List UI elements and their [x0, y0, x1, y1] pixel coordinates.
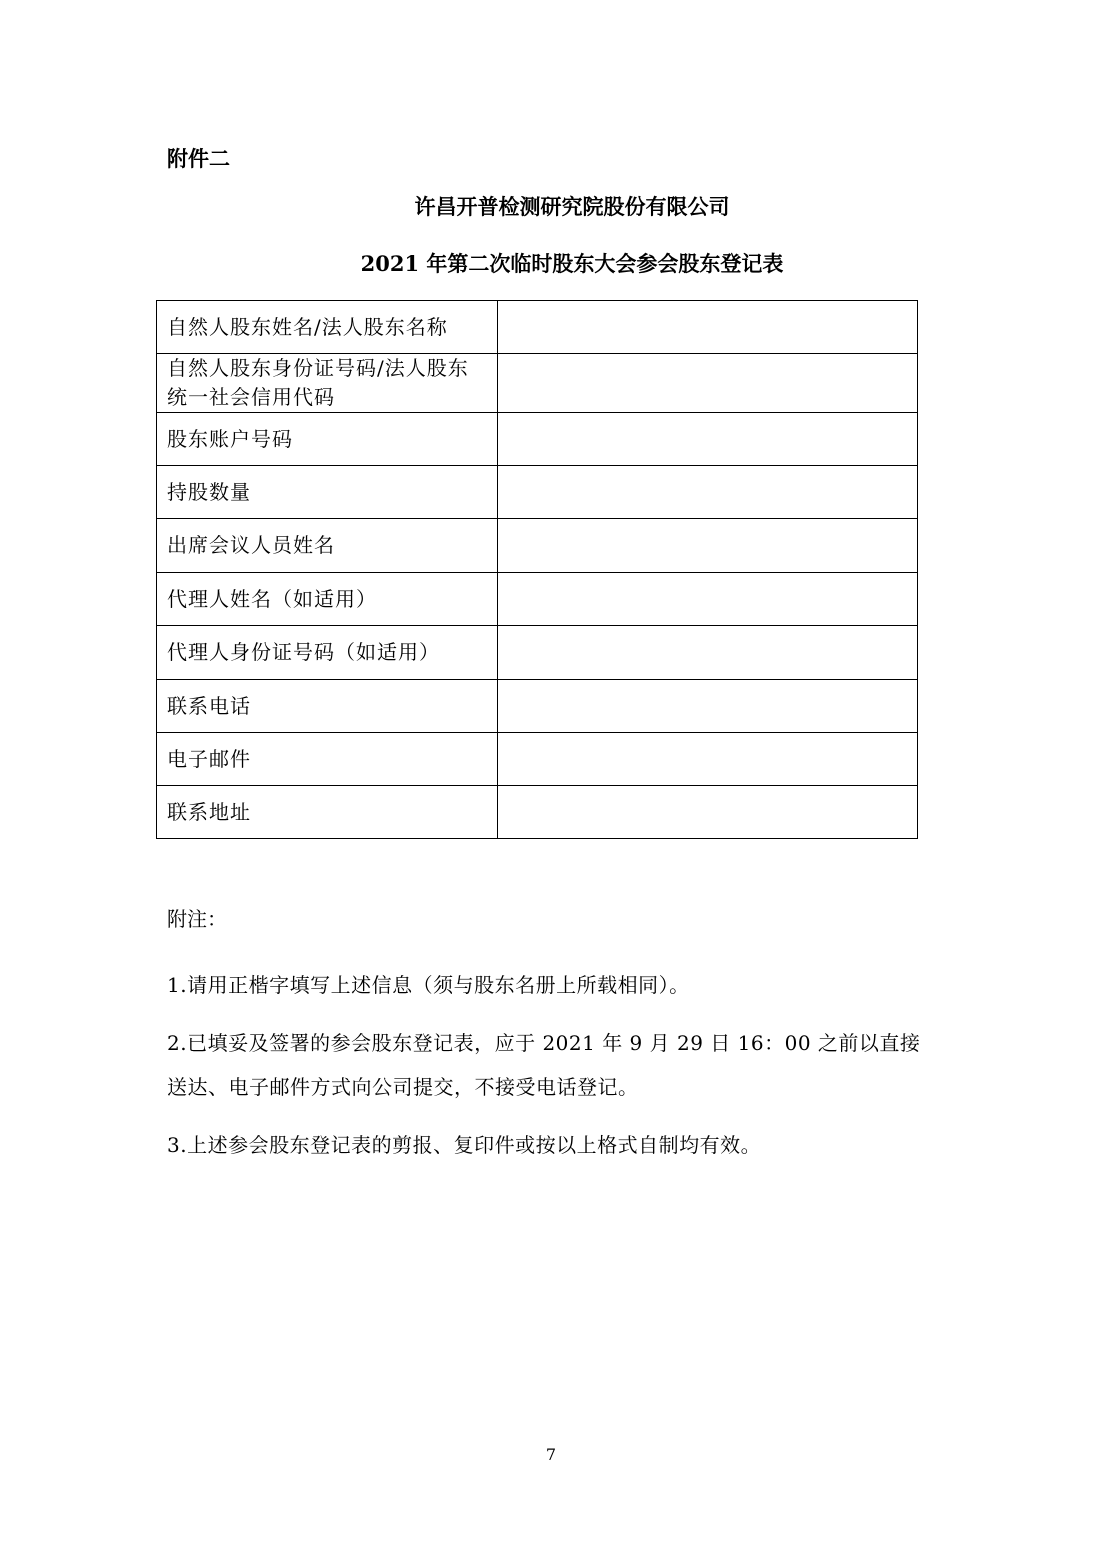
row-label-phone: 联系电话	[157, 680, 498, 733]
table-row	[157, 626, 918, 680]
row-value-account-number[interactable]	[498, 413, 918, 466]
attachment-label: 附件二	[167, 146, 230, 171]
row-value-address[interactable]	[498, 786, 918, 839]
row-label-shareholding: 持股数量	[157, 466, 498, 519]
form-title: 2021 年第二次临时股东大会参会股东登记表	[360, 251, 784, 276]
row-label-address: 联系地址	[157, 786, 498, 839]
row-value-shareholding[interactable]	[498, 466, 918, 519]
row-value-proxy-name[interactable]	[498, 573, 918, 626]
row-label-id-number: 自然人股东身份证号码/法人股东统一社会信用代码	[157, 354, 498, 413]
note-item-3: 3.上述参会股东登记表的剪报、复印件或按以上格式自制均有效。	[167, 1133, 762, 1157]
table-row	[157, 466, 918, 519]
table-row	[157, 413, 918, 466]
row-value-phone[interactable]	[498, 680, 918, 733]
table-row	[157, 733, 918, 786]
table-row	[157, 786, 918, 839]
notes-heading: 附注：	[167, 907, 227, 931]
row-label-proxy-name: 代理人姓名（如适用）	[157, 573, 498, 626]
row-value-email[interactable]	[498, 733, 918, 786]
table-row	[157, 573, 918, 626]
row-label-email: 电子邮件	[157, 733, 498, 786]
table-row	[157, 680, 918, 733]
row-value-shareholder-name[interactable]	[498, 301, 918, 354]
table-row	[157, 519, 918, 573]
row-value-proxy-id[interactable]	[498, 626, 918, 680]
company-title: 许昌开普检测研究院股份有限公司	[414, 194, 730, 219]
note-item-2: 2.已填妥及签署的参会股东登记表，应于 2021 年 9 月 29 日 16：00 之前以直接送达、电子邮件方式向公司提交，不接受电话登记。	[167, 1031, 921, 1099]
registration-table	[156, 300, 918, 839]
table-row	[157, 354, 918, 413]
table-row	[157, 301, 918, 354]
notes-section	[167, 905, 932, 1181]
row-label-account-number: 股东账户号码	[157, 413, 498, 466]
row-value-id-number[interactable]	[498, 354, 918, 413]
page-number: 7	[545, 1445, 557, 1464]
row-label-proxy-id: 代理人身份证号码（如适用）	[157, 626, 498, 680]
note-item-1: 1.请用正楷字填写上述信息（须与股东名册上所载相同）。	[167, 973, 690, 997]
row-label-attendee-name: 出席会议人员姓名	[157, 519, 498, 573]
row-value-attendee-name[interactable]	[498, 519, 918, 573]
row-label-shareholder-name: 自然人股东姓名/法人股东名称	[157, 301, 498, 354]
